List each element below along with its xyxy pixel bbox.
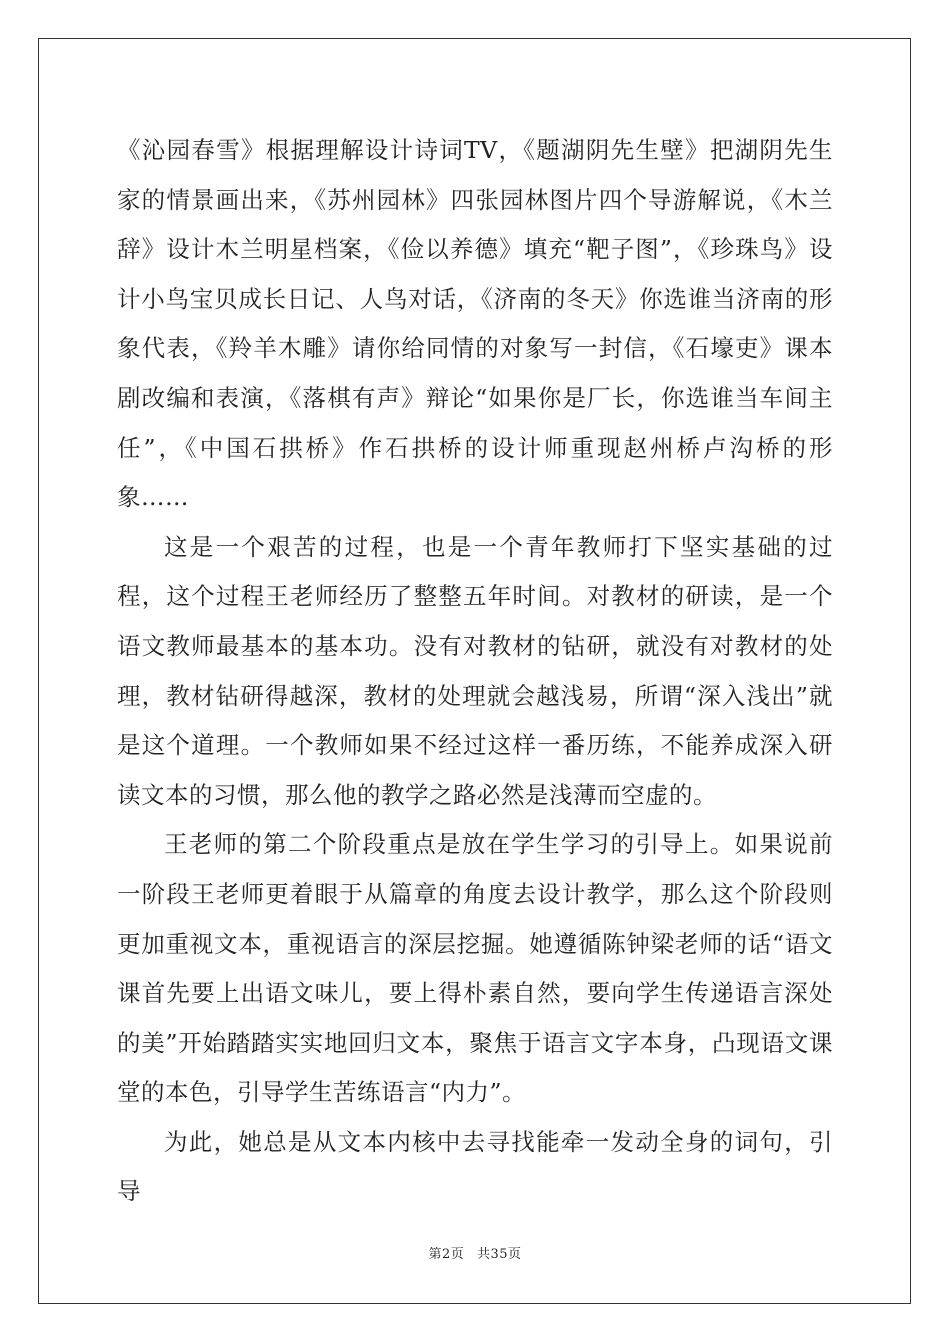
page-footer	[0, 1243, 950, 1262]
page-number: 第2页	[428, 1247, 465, 1262]
paragraph-3: 王老师的第二个阶段重点是放在学生学习的引导上。如果说前一阶段王老师更着眼于从篇章的角度去设计教学，那么这个阶段则更加重视文本，重视语言的深层挖掘。她遵循陈钟梁老师的话“语文课首先要上出语文味儿，要上得朴素自然，要向学生传递语言深处的美”开始踏踏实实地回归文本，聚焦于语言文字本身，凸现语文课堂的本色，引导学生苦练语言“内力”。	[117, 830, 833, 1107]
paragraph-1: 《沁园春雪》根据理解设计诗词TV，《题湖阴先生壁》把湖阴先生家的情景画出来，《苏州园林》四张园林图片四个导游解说，《木兰辞》设计木兰明星档案，《俭以养德》填充“靶子图”，《珍珠鸟》设计小鸟宝贝成长日记、人鸟对话，《济南的冬天》你选谁当济南的形象代表，《羚羊木雕》请你给同情的对象写一封信，《石壕吏》课本剧改编和表演，《落棋有声》辩论“如果你是厂长，你选谁当车间主任”，《中国石拱桥》作石拱桥的设计师重现赵州桥卢沟桥的形象……	[117, 136, 833, 512]
paragraph-4: 为此，她总是从文本内核中去寻找能牵一发动全身的词句，引导	[117, 1127, 833, 1206]
paragraph-2: 这是一个艰苦的过程，也是一个青年教师打下坚实基础的过程，这个过程王老师经历了整整五年时间。对教材的研读，是一个语文教师最基本的基本功。没有对教材的钻研，就没有对教材的处理，教材钻研得越深，教材的处理就会越浅易，所谓“深入浅出”就是这个道理。一个教师如果不经过这样一番历练，不能养成深入研读文本的习惯，那么他的教学之路必然是浅薄而空虚的。	[117, 532, 833, 809]
page-total: 共35页	[476, 1247, 522, 1262]
document-body	[117, 126, 833, 1217]
